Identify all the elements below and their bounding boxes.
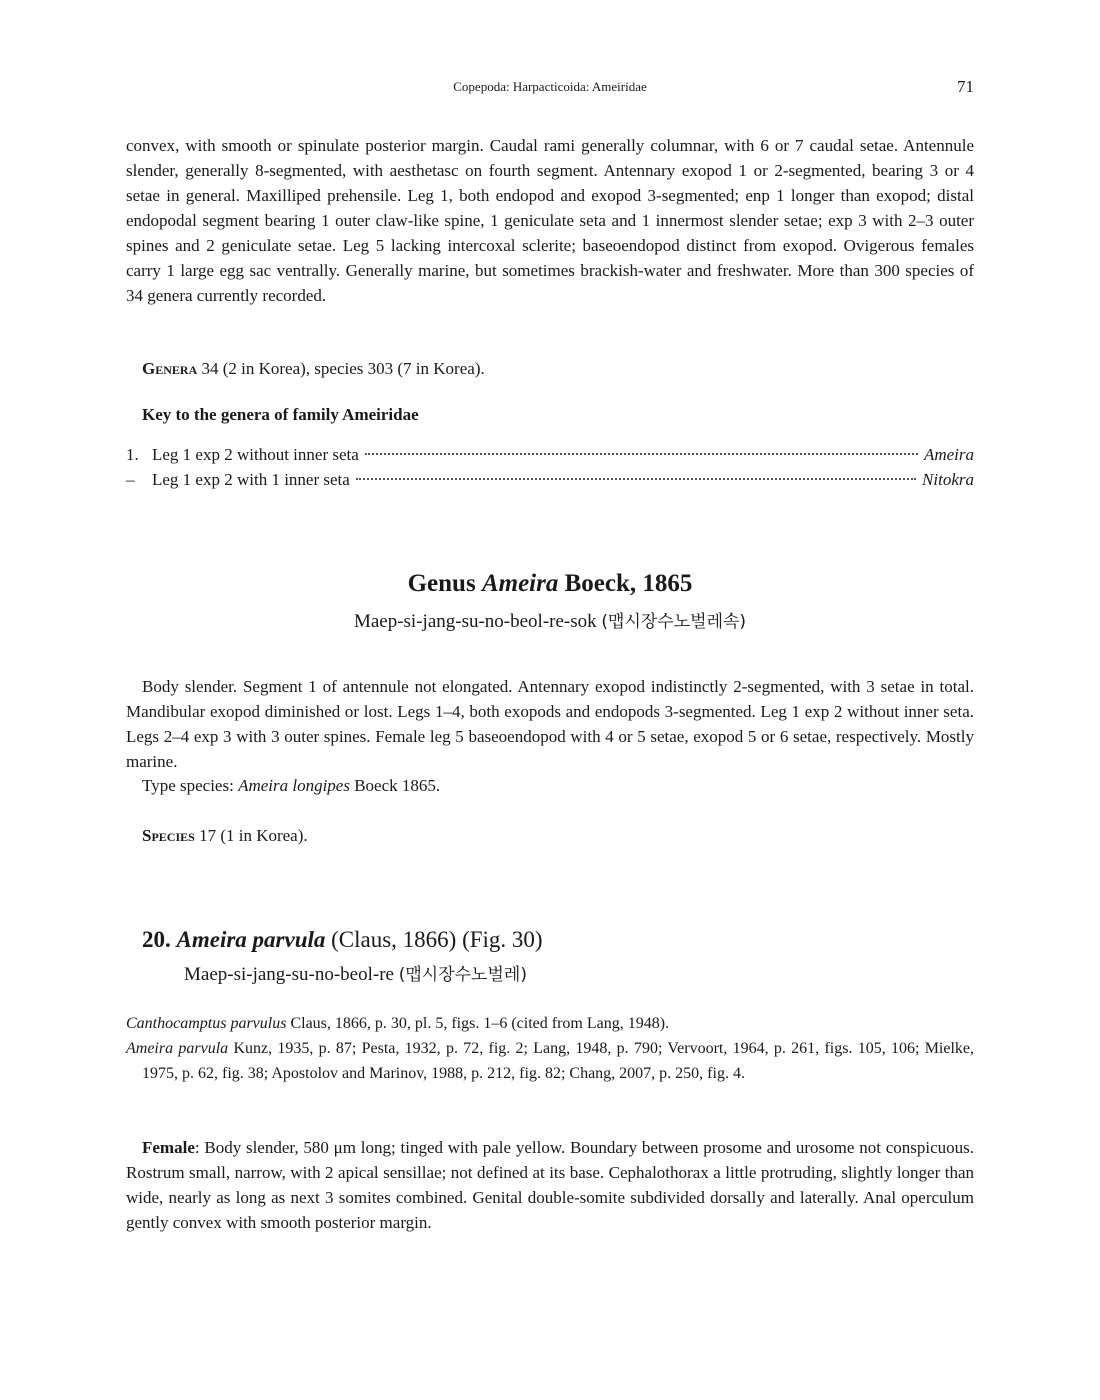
synonymy-taxon: Ameira parvula: [126, 1040, 229, 1057]
genus-prefix: Genus: [407, 570, 476, 597]
key-heading: Key to the genera of family Ameiridae: [142, 405, 419, 424]
synonymy-entry: [126, 1011, 974, 1036]
key-leader-dots: [356, 478, 916, 480]
species-text: 17 (1 in Korea).: [199, 826, 308, 845]
genera-count-line: [142, 359, 485, 379]
page-number: 71: [957, 77, 974, 96]
synonymy-entry: [126, 1036, 974, 1086]
genus-korean-hangul: (맵시장수노벌레속): [601, 612, 747, 632]
species-korean-roman: Maep-si-jang-su-no-beol-re: [184, 964, 394, 985]
key-row-number: –: [126, 470, 135, 489]
species-heading: [142, 927, 543, 953]
type-species-name: Ameira longipes: [238, 776, 350, 795]
species-label: Species: [142, 826, 195, 845]
species-count-line: [142, 826, 308, 846]
genera-text: 34 (2 in Korea), species 303 (7 in Korea).: [201, 359, 485, 378]
key-row-text: Leg 1 exp 2 without inner seta: [152, 445, 359, 464]
key-row-taxon: Ameira: [923, 445, 974, 464]
synonymy-taxon: Canthocamptus parvulus: [126, 1015, 287, 1032]
type-species-label: Type species:: [142, 776, 234, 795]
genus-heading: [126, 570, 974, 598]
key-leader-dots: [365, 453, 918, 455]
female-description-paragraph: [126, 1135, 974, 1235]
key-row-taxon: Nitokra: [922, 470, 974, 489]
species-korean-hangul: (맵시장수노벌레): [398, 965, 527, 985]
running-title: Copepoda: Harpacticoida: Ameiridae: [453, 79, 647, 94]
key-row-text: Leg 1 exp 2 with 1 inner seta: [152, 470, 350, 489]
type-species-line: [142, 776, 440, 796]
female-text: : Body slender, 580 μm long; tinged with pale yellow. Boundary between prosome and urosome not conspicuous. Rostrum small, narrow, with 2 apical sensillae; not defined at its base. Cephalothorax a little protruding, slightly longer than wide, nearly as long as next 3 somites combined. Genital double-somite subdivided dorsally and laterally. Anal operculum gently convex with smooth posterior margin.: [126, 1138, 974, 1232]
synonymy-list: [126, 1011, 974, 1086]
identification-key: [126, 445, 974, 495]
genus-description-paragraph: Body slender. Segment 1 of antennule not elongated. Antennary exopod indistinctly 2-segmented, with 3 setae in total. Mandibular exopod diminished or lost. Legs 1–4, both exopods and endopods 3-segmented. Leg 1 exp 2 without inner seta. Legs 2–4 exp 3 with 3 outer spines. Female leg 5 baseoendopod with 4 or 5 setae, exopod 5 or 6 setae, respectively. Mostly marine.: [126, 677, 974, 771]
genus-korean-name: [126, 607, 974, 633]
genus-name: Ameira: [481, 570, 559, 597]
female-label: Female: [142, 1138, 195, 1157]
key-row: [126, 445, 974, 470]
species-korean-name: [184, 960, 527, 986]
family-description-paragraph: convex, with smooth or spinulate posterior margin. Caudal rami generally columnar, with 6 or 7 caudal setae. Antennule slender, generally 8-segmented, with aesthetasc on fourth segment. Antennary exopod 1 or 2-segmented, bearing 3 or 4 setae in general. Maxilliped prehensile. Leg 1, both endopod and exopod 3-segmented; enp 1 longer than exopod; distal endopodal segment bearing 1 outer claw-like spine, 1 geniculate seta and 1 innermost slender setae; exp 3 with 2–3 outer spines and 2 geniculate setae. Leg 5 lacking intercoxal sclerite; baseoendopod distinct from exopod. Ovigerous females carry 1 large egg sac ventrally. Generally marine, but sometimes brackish-water and freshwater. More than 300 species of 34 genera currently recorded.: [126, 136, 974, 305]
species-authority: (Claus, 1866) (Fig. 30): [331, 927, 543, 952]
key-row: [126, 470, 974, 495]
species-name: Ameira parvula: [176, 927, 326, 952]
synonymy-refs: Kunz, 1935, p. 87; Pesta, 1932, p. 72, fig. 2; Lang, 1948, p. 790; Vervoort, 1964, p. 261, figs. 105, 106; Mielke, 1975, p. 62, fig. 38; Apostolov and Marinov, 1988, p. 212, fig. 82; Chang, 2007, p. 250, fig. 4.: [142, 1040, 975, 1082]
running-head: [126, 77, 974, 97]
synonymy-refs: Claus, 1866, p. 30, pl. 5, figs. 1–6 (cited from Lang, 1948).: [290, 1015, 670, 1032]
genera-label: Genera: [142, 359, 198, 378]
key-row-number: 1.: [126, 445, 139, 464]
type-species-authority: Boeck 1865.: [354, 776, 441, 795]
species-number: 20.: [142, 927, 171, 952]
genus-korean-roman: Maep-si-jang-su-no-beol-re-sok: [353, 611, 597, 632]
genus-authority: Boeck, 1865: [564, 570, 693, 597]
